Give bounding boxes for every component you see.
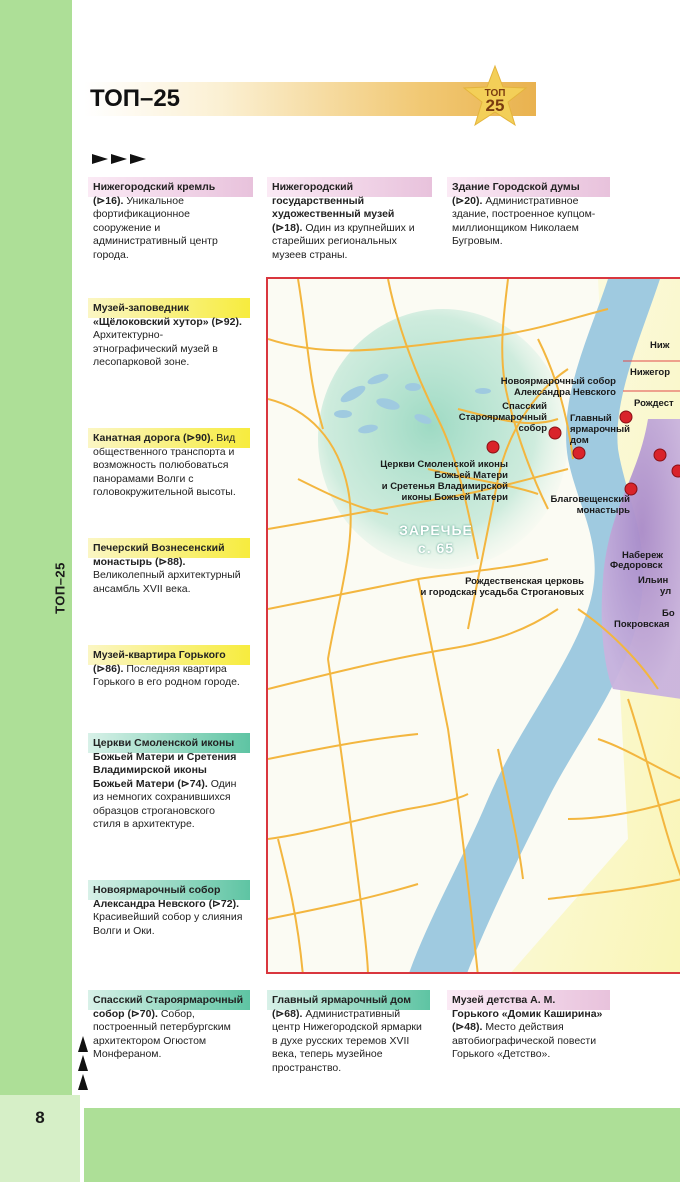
marker-smolensk-churches	[487, 441, 499, 453]
map-label-rozhdest[interactable]: Рождест	[634, 398, 674, 409]
map-label-smolensk[interactable]: Церкви Смоленской иконы Божьей Матери и Сретенья Владимирской иконы Божьей Матери	[380, 459, 508, 503]
card-text: Великолепный архитектурный ансамбль XVII века.	[93, 569, 241, 595]
map-label-rozhdestvenskaya[interactable]: Рождественская церковь и городская усадьба Строгановых	[420, 576, 584, 598]
marker-spassky-cathedral	[549, 427, 561, 439]
card-ref[interactable]: (⊳16).	[93, 194, 124, 207]
card-pechersky-monastery[interactable]	[88, 538, 250, 596]
page-title: ТОП–25	[90, 85, 181, 112]
card-ref[interactable]: (⊳90).	[182, 432, 214, 444]
card-title: Главный ярмарочный дом	[272, 994, 411, 1006]
card-text: Уникальное фортификационное сооружение и административный центр города.	[93, 194, 218, 261]
map-label-nizhegor[interactable]: Нижегор	[630, 367, 671, 378]
card-ref[interactable]: (⊳68).	[272, 1007, 303, 1020]
card-title: Новоярмарочный собор Александра Невского	[93, 884, 221, 910]
map-label-spassky[interactable]: Спасский Староярмарочный собор	[458, 401, 547, 434]
card-text: Административное здание, построенное купцом-миллионщиком Николаем Бугровым.	[452, 194, 596, 247]
card-text: Красивейший собор у слияния Волги и Оки.	[93, 911, 243, 937]
card-title: Канатная дорога	[93, 432, 181, 444]
marker-fair-house	[573, 447, 585, 459]
city-map[interactable]	[266, 277, 680, 974]
map-label-pokrovskaya[interactable]: Покровская	[614, 619, 670, 630]
card-title: Музей-заповедник «Щёлоковский хутор»	[93, 302, 209, 328]
side-section-label: ТОП–25	[52, 562, 68, 614]
card-kashirin-house[interactable]	[447, 990, 610, 1062]
card-ref[interactable]: (⊳20).	[452, 194, 483, 207]
card-text: Административный центр Нижегородской ярмарки в духе русских теремов XVII века, теперь музейное пространство.	[272, 1007, 422, 1074]
side-strip	[0, 0, 72, 1100]
card-text: Архитектурно-этнографический музей в лесопарковой зоне.	[93, 329, 218, 368]
card-nevsky-cathedral[interactable]	[88, 880, 250, 938]
card-title: Музей детства А. М. Горького «Домик Каширина»	[452, 994, 603, 1020]
card-shchelokovsky[interactable]	[88, 298, 250, 370]
card-text: Последняя квартира Горького в его родном городе.	[93, 662, 240, 688]
star-badge-line1: ТОП	[484, 88, 506, 99]
map-label-ul[interactable]: ул	[660, 586, 672, 597]
map-label-ilyin[interactable]: Ильин	[638, 575, 669, 586]
card-gorky-apartment[interactable]	[88, 645, 250, 690]
card-ref[interactable]: (⊳72).	[208, 897, 240, 910]
map-label-blagoveshchensky[interactable]: Благовещенский монастырь	[550, 494, 630, 516]
star-badge-line2: 25	[485, 96, 505, 115]
page-number: 8	[35, 1108, 45, 1127]
card-city-duma[interactable]	[447, 177, 610, 249]
card-text: Собор, построенный петербургским архитектором Огюстом Монфераном.	[93, 1007, 231, 1060]
card-title: Печерский Вознесенский монастырь	[93, 542, 225, 568]
card-title: Здание Городской думы	[452, 181, 580, 193]
card-ref[interactable]: (⊳92).	[211, 315, 242, 328]
marker-center-2	[672, 465, 680, 477]
card-text: Один из крупнейших и старейших региональных музеев страны.	[272, 221, 415, 261]
card-cable-car[interactable]	[88, 428, 250, 500]
card-text: Один из немногих сохранившихся образцов строгановского стиля в архитектуре.	[93, 777, 237, 830]
card-title: Музей-квартира Горького	[93, 649, 226, 661]
card-title: Нижегородский государственный художественный музей	[272, 181, 395, 220]
triple-arrow-icon	[92, 152, 148, 166]
map-label-fair-house[interactable]: Главный ярмарочный дом	[570, 413, 630, 446]
card-ref[interactable]: (⊳74).	[177, 777, 208, 790]
card-title: Нижегородский кремль	[93, 181, 216, 193]
card-kremlin[interactable]	[88, 177, 253, 262]
map-label-naberezh[interactable]: Набереж	[622, 550, 663, 561]
map-label-nizh[interactable]: Ниж	[650, 340, 670, 351]
card-ref[interactable]: (⊳86).	[93, 662, 124, 675]
bottom-band	[84, 1108, 680, 1182]
card-title: Спасский Староярмарочный собор	[93, 994, 244, 1020]
card-ref[interactable]: (⊳70).	[127, 1007, 158, 1020]
card-text: Вид общественного транспорта и возможность полюбоваться панорамами Волги с головокружительной высоты.	[93, 432, 236, 498]
card-fair-house[interactable]	[267, 990, 430, 1075]
card-spassky-cathedral[interactable]	[88, 990, 250, 1062]
card-text: Место действия автобиографической повести Горького «Детство».	[452, 1021, 597, 1060]
map-district-zarechye[interactable]: ЗАРЕЧЬЕ с. 65	[399, 522, 473, 556]
card-ref[interactable]: (⊳18).	[272, 221, 303, 234]
map-label-bo[interactable]: Бо	[662, 608, 675, 619]
map-label-fedorovsk[interactable]: Федоровск	[610, 560, 663, 571]
card-ref[interactable]: (⊳48).	[452, 1021, 483, 1033]
card-smolensk-churches[interactable]	[88, 733, 250, 832]
map-label-nevsky[interactable]: Новоярмарочный собор Александра Невского	[500, 376, 616, 398]
card-ref[interactable]: (⊳88).	[154, 555, 186, 568]
marker-center-1	[654, 449, 666, 461]
card-art-museum[interactable]	[267, 177, 432, 262]
card-title: Церкви Смоленской иконы Божьей Матери и Сретения Владимирской иконы Божьей Матери	[93, 737, 237, 790]
